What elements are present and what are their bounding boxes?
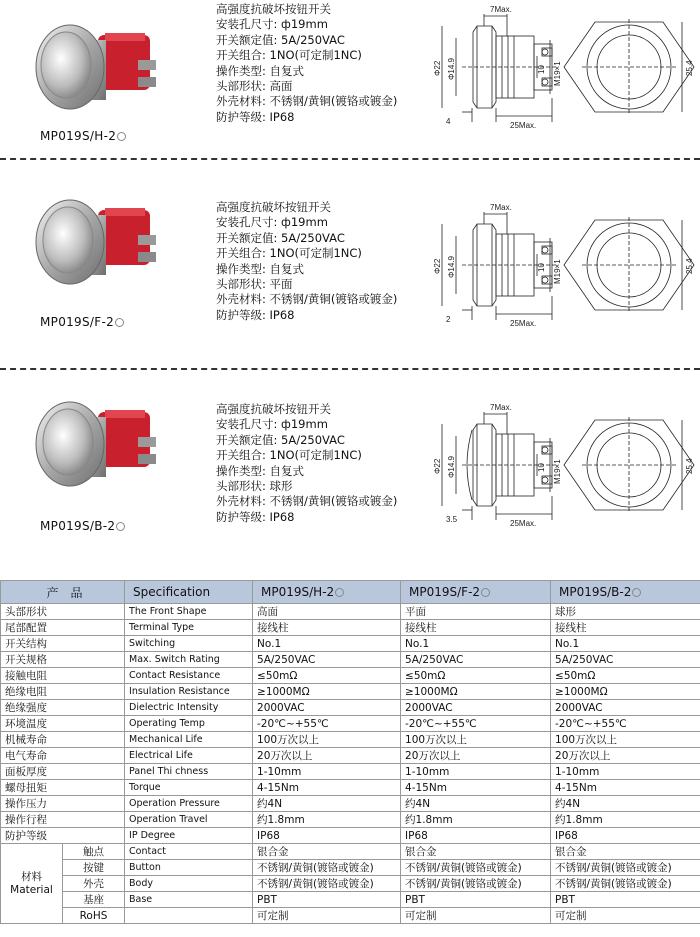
cell-f: 约1.8mm xyxy=(401,812,551,828)
model-label: MP019S/B-2 xyxy=(40,519,125,533)
spec-list xyxy=(216,402,397,525)
cell-h: 20万次以上 xyxy=(253,748,401,764)
row-label-cn: 环境温度 xyxy=(1,716,125,732)
row-label-en: Terminal Type xyxy=(125,620,253,636)
cell-f: ≤50mΩ xyxy=(401,668,551,684)
cell-b: ≥1000MΩ xyxy=(551,684,700,700)
row-label-en: Electrical Life xyxy=(125,748,253,764)
header-model-h: MP019S/H-2 xyxy=(253,581,401,604)
cell-h: 银合金 xyxy=(253,844,401,860)
table-row xyxy=(1,716,700,732)
cell-h: 约4N xyxy=(253,796,401,812)
cell-f: 20万次以上 xyxy=(401,748,551,764)
cell-h: 可定制 xyxy=(253,908,401,924)
cell-b: IP68 xyxy=(551,828,700,844)
spec-list xyxy=(216,200,397,323)
cell-h: 不锈钢/黄铜(镀铬或镀金) xyxy=(253,860,401,876)
cell-b: ≤50mΩ xyxy=(551,668,700,684)
cell-f: 100万次以上 xyxy=(401,732,551,748)
header-product: 产 品 xyxy=(1,581,125,604)
table-row xyxy=(1,604,700,620)
spec-line: 开关额定值: 5A/250VAC xyxy=(216,32,345,47)
table-row xyxy=(1,636,700,652)
spec-table xyxy=(0,580,700,924)
row-label-en: Insulation Resistance xyxy=(125,684,253,700)
dim-thread: M19×1 xyxy=(553,459,562,484)
spec-line: 开关额定值: 5A/250VAC xyxy=(216,230,345,245)
switch-photo-icon xyxy=(20,382,170,502)
table-row xyxy=(1,668,700,684)
table-row xyxy=(1,684,700,700)
cell-h: 2000VAC xyxy=(253,700,401,716)
cell-h: 100万次以上 xyxy=(253,732,401,748)
row-label-en: Panel Thi chness xyxy=(125,764,253,780)
dim-ten: 10 xyxy=(537,263,546,272)
dim-d22: Φ22 xyxy=(433,258,442,274)
row-label-en: Max. Switch Rating xyxy=(125,652,253,668)
cell-f: 约4N xyxy=(401,796,551,812)
spec-line: 高强度抗破坏按钮开关 xyxy=(216,402,331,416)
dim-thread: M19×1 xyxy=(553,61,562,86)
row-label-en: Body xyxy=(125,876,253,892)
cell-h: 约1.8mm xyxy=(253,812,401,828)
dim-hex: 25.4 xyxy=(685,258,694,274)
dimension-drawing-icon xyxy=(432,4,697,129)
spec-line: 操作类型: 自复式 xyxy=(216,261,305,276)
cell-b: 4-15Nm xyxy=(551,780,700,796)
cell-h: IP68 xyxy=(253,828,401,844)
cell-f: ≥1000MΩ xyxy=(401,684,551,700)
row-label-cn: 开关规格 xyxy=(1,652,125,668)
row-label-cn: 接触电阻 xyxy=(1,668,125,684)
table-header-row xyxy=(1,581,700,604)
spec-line: 防护等级: IP68 xyxy=(216,307,295,322)
row-label-en: Operating Temp xyxy=(125,716,253,732)
dim-head: 4 xyxy=(446,117,451,126)
spec-line: 防护等级: IP68 xyxy=(216,109,295,124)
cell-f: No.1 xyxy=(401,636,551,652)
dim-thread: M19×1 xyxy=(553,259,562,284)
header-model-b: MP019S/B-2 xyxy=(551,581,700,604)
cell-b: 不锈钢/黄铜(镀铬或镀金) xyxy=(551,860,700,876)
row-label-cn: 按键 xyxy=(63,860,125,876)
table-row xyxy=(1,620,700,636)
cell-f: -20℃~+55℃ xyxy=(401,716,551,732)
spec-line: 开关额定值: 5A/250VAC xyxy=(216,432,345,447)
row-label-en: Base xyxy=(125,892,253,908)
dim-hex: 25.4 xyxy=(685,458,694,474)
row-label-en: Button xyxy=(125,860,253,876)
table-row xyxy=(1,828,700,844)
row-label-cn: 机械寿命 xyxy=(1,732,125,748)
material-label: 材料 Material xyxy=(1,844,63,924)
spec-line: 开关组合: 1NO(可定制1NC) xyxy=(216,246,362,261)
cell-b: 接线柱 xyxy=(551,620,700,636)
table-row xyxy=(1,892,700,908)
cell-h: ≤50mΩ xyxy=(253,668,401,684)
section-divider xyxy=(0,158,700,160)
cell-b: 5A/250VAC xyxy=(551,652,700,668)
row-label-cn: 基座 xyxy=(63,892,125,908)
cell-f: 2000VAC xyxy=(401,700,551,716)
spec-line: 外壳材料: 不锈钢/黄铜(镀铬或镀金) xyxy=(216,494,398,509)
cell-b: No.1 xyxy=(551,636,700,652)
row-label-cn: 绝缘电阻 xyxy=(1,684,125,700)
cell-b: PBT xyxy=(551,892,700,908)
cell-h: ≥1000MΩ xyxy=(253,684,401,700)
cell-f: 不锈钢/黄铜(镀铬或镀金) xyxy=(401,860,551,876)
cell-b: 可定制 xyxy=(551,908,700,924)
cell-f: 可定制 xyxy=(401,908,551,924)
row-label-en: Dielectric Intensity xyxy=(125,700,253,716)
dim-hex: 25.4 xyxy=(685,60,694,76)
cell-f: 银合金 xyxy=(401,844,551,860)
header-model-f: MP019S/F-2 xyxy=(401,581,551,604)
dim-d22: Φ22 xyxy=(433,458,442,474)
row-label-cn: 螺母扭矩 xyxy=(1,780,125,796)
spec-line: 高强度抗破坏按钮开关 xyxy=(216,200,331,214)
cell-h: -20℃~+55℃ xyxy=(253,716,401,732)
table-row xyxy=(1,796,700,812)
dim-head: 2 xyxy=(446,315,451,324)
spec-list xyxy=(216,2,397,125)
model-label: MP019S/H-2 xyxy=(40,129,126,143)
cell-h: 4-15Nm xyxy=(253,780,401,796)
cell-b: 1-10mm xyxy=(551,764,700,780)
row-label-en: Contact xyxy=(125,844,253,860)
product-section xyxy=(0,0,700,165)
cell-h: 高面 xyxy=(253,604,401,620)
cell-b: 约4N xyxy=(551,796,700,812)
row-label-en: Contact Resistance xyxy=(125,668,253,684)
cell-h: PBT xyxy=(253,892,401,908)
section-divider xyxy=(0,368,700,370)
row-label-cn: 触点 xyxy=(63,844,125,860)
table-row xyxy=(1,732,700,748)
dim-top: 7Max. xyxy=(490,5,512,14)
cell-h: 1-10mm xyxy=(253,764,401,780)
row-label-cn: RoHS xyxy=(63,908,125,924)
row-label-en: Switching xyxy=(125,636,253,652)
dim-ten: 10 xyxy=(537,463,546,472)
row-label-cn: 开关结构 xyxy=(1,636,125,652)
spec-line: 操作类型: 自复式 xyxy=(216,463,305,478)
dim-length: 25Max. xyxy=(510,519,537,527)
spec-line: 头部形状: 平面 xyxy=(216,277,293,292)
row-label-en: Mechanical Life xyxy=(125,732,253,748)
cell-f: 接线柱 xyxy=(401,620,551,636)
dim-head: 3.5 xyxy=(446,515,458,524)
spec-line: 安装孔尺寸: ф19mm xyxy=(216,215,328,230)
dim-ten: 10 xyxy=(537,65,546,74)
table-row xyxy=(1,844,700,860)
spec-line: 操作类型: 自复式 xyxy=(216,63,305,78)
row-label-en: The Front Shape xyxy=(125,604,253,620)
spec-line: 头部形状: 球形 xyxy=(216,479,293,494)
cell-h: 不锈钢/黄铜(镀铬或镀金) xyxy=(253,876,401,892)
cell-h: 5A/250VAC xyxy=(253,652,401,668)
row-label-en: Operation Travel xyxy=(125,812,253,828)
dim-d149: Φ14.9 xyxy=(447,256,456,278)
cell-b: 球形 xyxy=(551,604,700,620)
dim-length: 25Max. xyxy=(510,121,537,129)
dim-length: 25Max. xyxy=(510,319,537,327)
table-row xyxy=(1,700,700,716)
row-label-en: IP Degree xyxy=(125,828,253,844)
cell-h: 接线柱 xyxy=(253,620,401,636)
row-label-cn: 电气寿命 xyxy=(1,748,125,764)
dimension-drawing-icon xyxy=(432,202,697,327)
spec-line: 外壳材料: 不锈钢/黄铜(镀铬或镀金) xyxy=(216,94,398,109)
header-spec: Specification xyxy=(125,581,253,604)
cell-f: 不锈钢/黄铜(镀铬或镀金) xyxy=(401,876,551,892)
spec-line: 防护等级: IP68 xyxy=(216,509,295,524)
table-row xyxy=(1,780,700,796)
dim-d149: Φ14.9 xyxy=(447,456,456,478)
dim-d149: Φ14.9 xyxy=(447,58,456,80)
dimension-drawing-icon xyxy=(432,402,697,527)
table-row xyxy=(1,812,700,828)
spec-line: 开关组合: 1NO(可定制1NC) xyxy=(216,448,362,463)
table-row xyxy=(1,876,700,892)
cell-h: No.1 xyxy=(253,636,401,652)
cell-f: IP68 xyxy=(401,828,551,844)
row-label-cn: 头部形状 xyxy=(1,604,125,620)
spec-line: 头部形状: 高面 xyxy=(216,79,293,94)
row-label-cn: 绝缘强度 xyxy=(1,700,125,716)
model-label: MP019S/F-2 xyxy=(40,315,124,329)
switch-photo-icon xyxy=(20,5,170,125)
dim-d22: Φ22 xyxy=(433,60,442,76)
cell-b: 银合金 xyxy=(551,844,700,860)
row-label-cn: 外壳 xyxy=(63,876,125,892)
table-row xyxy=(1,764,700,780)
table-row xyxy=(1,748,700,764)
cell-f: 4-15Nm xyxy=(401,780,551,796)
product-section xyxy=(0,170,700,335)
cell-b: 约1.8mm xyxy=(551,812,700,828)
row-label-en xyxy=(125,908,253,924)
table-row xyxy=(1,860,700,876)
cell-b: 不锈钢/黄铜(镀铬或镀金) xyxy=(551,876,700,892)
row-label-cn: 尾部配置 xyxy=(1,620,125,636)
spec-line: 安装孔尺寸: ф19mm xyxy=(216,17,328,32)
dim-top: 7Max. xyxy=(490,203,512,212)
table-row xyxy=(1,908,700,924)
cell-f: 1-10mm xyxy=(401,764,551,780)
switch-photo-icon xyxy=(20,180,170,300)
spec-line: 开关组合: 1NO(可定制1NC) xyxy=(216,48,362,63)
cell-b: 100万次以上 xyxy=(551,732,700,748)
cell-b: -20℃~+55℃ xyxy=(551,716,700,732)
dim-top: 7Max. xyxy=(490,403,512,412)
row-label-cn: 操作压力 xyxy=(1,796,125,812)
spec-line: 高强度抗破坏按钮开关 xyxy=(216,2,331,16)
cell-f: 5A/250VAC xyxy=(401,652,551,668)
row-label-en: Torque xyxy=(125,780,253,796)
cell-b: 20万次以上 xyxy=(551,748,700,764)
product-section xyxy=(0,372,700,537)
row-label-en: Operation Pressure xyxy=(125,796,253,812)
spec-line: 安装孔尺寸: ф19mm xyxy=(216,417,328,432)
row-label-cn: 操作行程 xyxy=(1,812,125,828)
cell-f: 平面 xyxy=(401,604,551,620)
row-label-cn: 防护等级 xyxy=(1,828,125,844)
cell-f: PBT xyxy=(401,892,551,908)
cell-b: 2000VAC xyxy=(551,700,700,716)
table-row xyxy=(1,652,700,668)
row-label-cn: 面板厚度 xyxy=(1,764,125,780)
spec-line: 外壳材料: 不锈钢/黄铜(镀铬或镀金) xyxy=(216,292,398,307)
